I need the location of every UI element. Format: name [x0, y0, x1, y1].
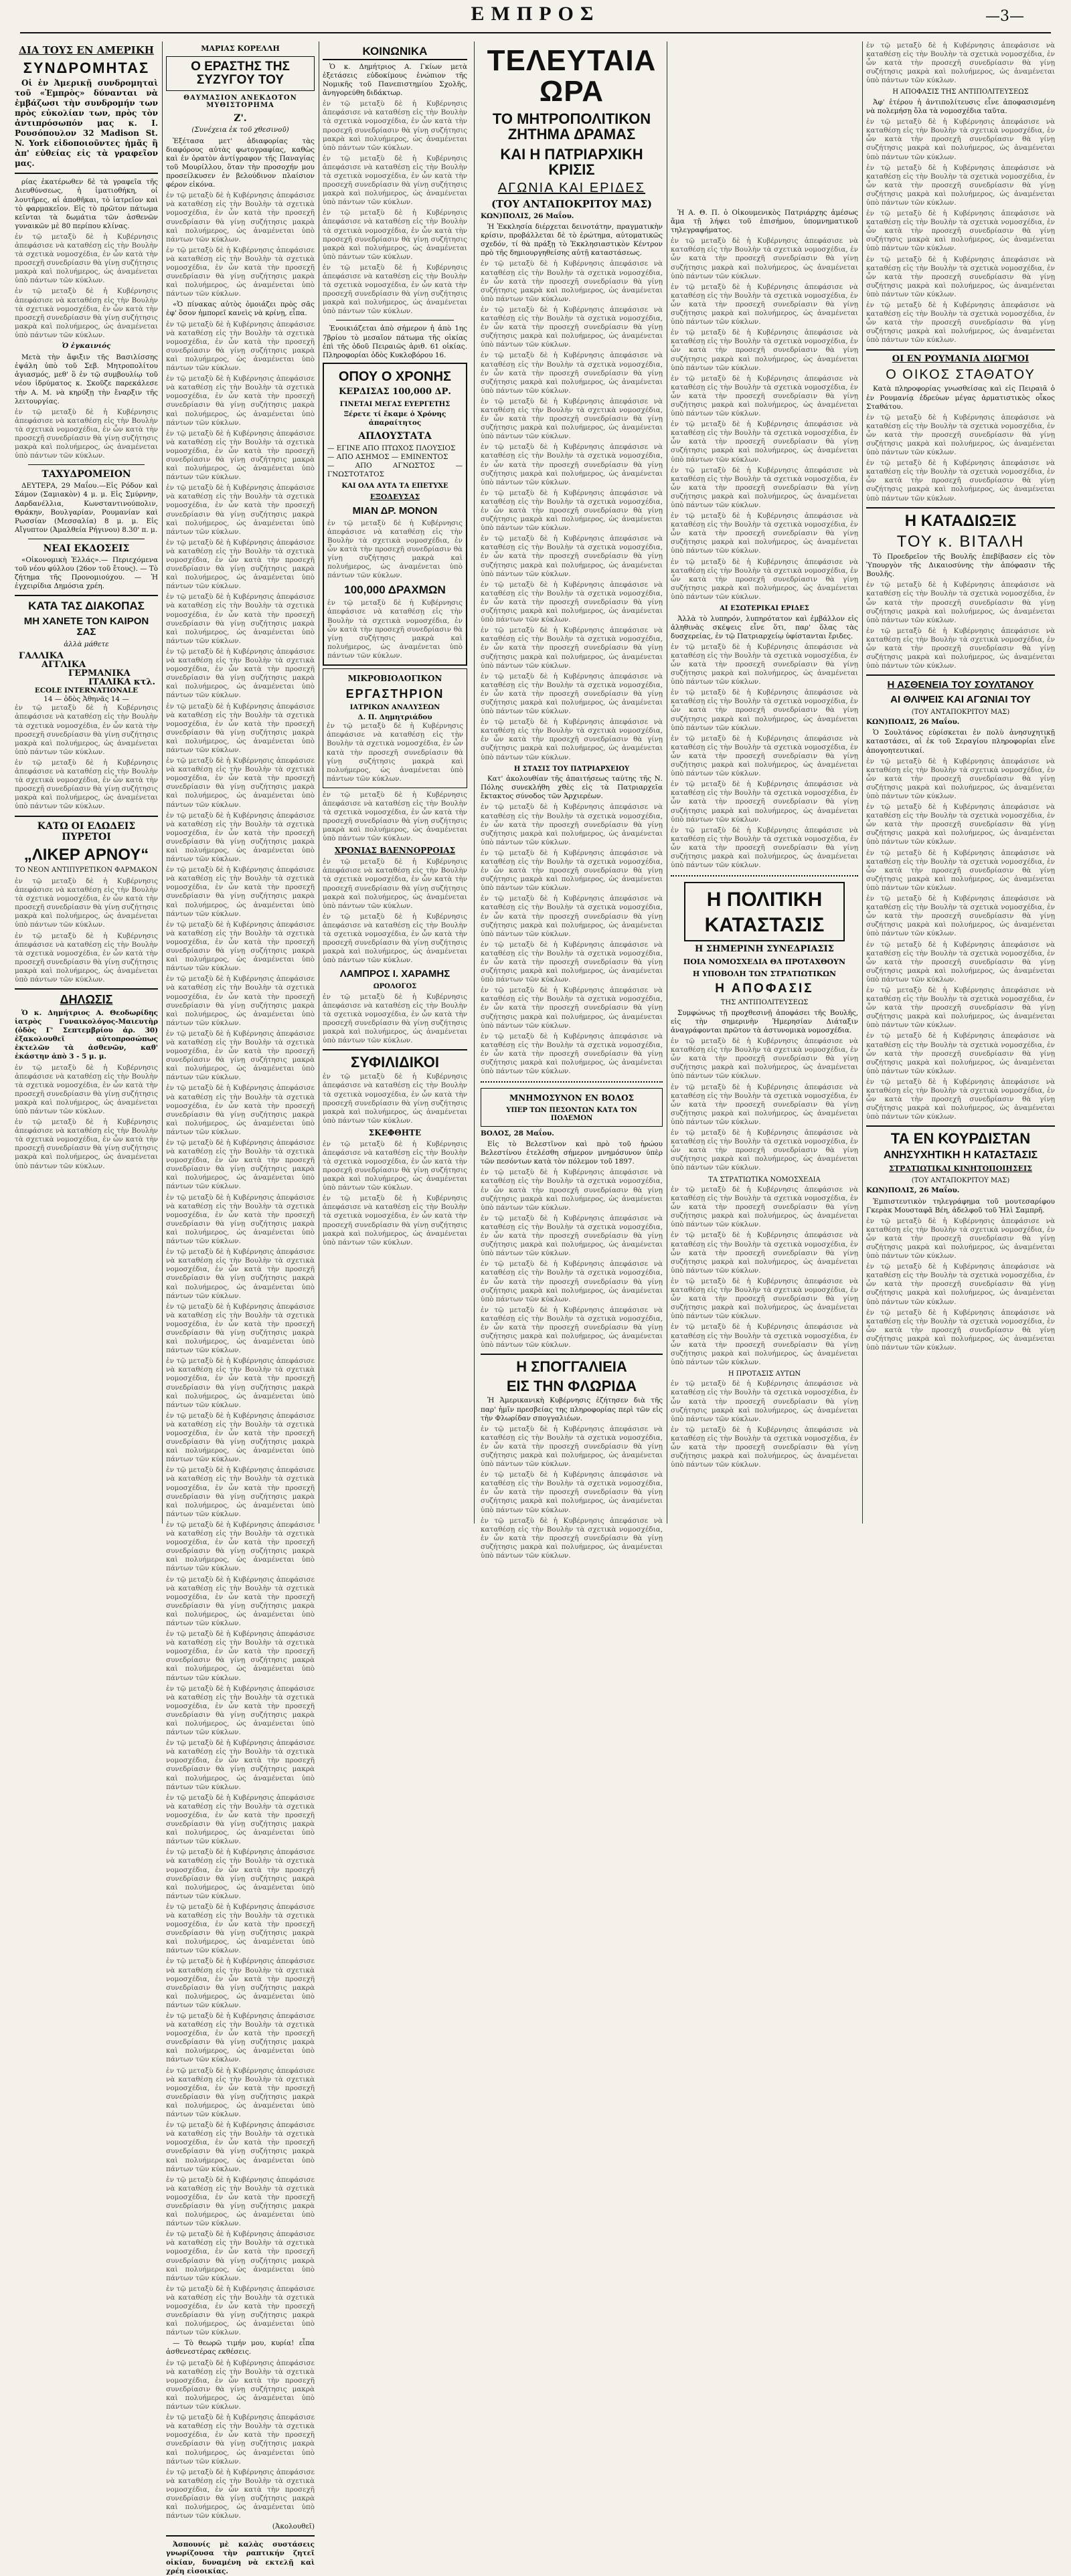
romania-heading: ΟΙ ΕΝ ΡΟΥΜΑΝΙΑ ΔΙΩΓΜΟΙ: [892, 353, 1029, 364]
article-text: ἐν τῷ μεταξὺ δὲ ἡ Κυβέρνησις ἀπεφάσισε νὰ καταθέσῃ εἰς τὴν Βουλὴν τὰ σχετικὰ νομοσχέδια, ἐν ὧν κατὰ τὴν προσεχῆ συνεδρίασιν θὰ γίνῃ συζήτησις μακρὰ καὶ πολυήμερος, ὡς ἀναμένεται ὑπὸ πάντων τῶν κύκλων.: [671, 1083, 858, 1126]
lottery-text: Ξέρετε τί ἔκαμε ὁ Χρόνης ἀπαραίτητος: [343, 410, 446, 428]
main-headline-2: ΤΟ ΜΗΤΡΟΠΟΛΙΤΙΚΟΝ ΖΗΤΗΜΑ ΔΡΑΜΑΣ: [492, 110, 651, 143]
divider: [15, 595, 158, 596]
story-text: ἐν τῷ μεταξὺ δὲ ἡ Κυβέρνησις ἀπεφάσισε νὰ καταθέσῃ εἰς τὴν Βουλὴν τὰ σχετικὰ νομοσχέδια, ἐν ὧν κατὰ τὴν προσεχῆ συνεδρίασιν θὰ γίνῃ συζήτησις μακρὰ καὶ πολυήμερος, ὡς ἀναμένεται ὑπὸ πάντων τῶν κύκλων.: [166, 1357, 315, 1409]
article-text: Ἀφ' ἑτέρου ἡ ἀντιπολίτευσις εἶνε ἀποφασισμένη νὰ πολεμήσῃ ὅλα τὰ νομοσχέδια ταῦτα.: [866, 98, 1055, 116]
lab-heading: ΕΡΓΑΣΤΗΡΙΟΝ: [345, 686, 444, 701]
article-text: Ἡ Ἀμερικανικὴ Κυβέρνησις ἐζήτησεν διὰ τῆς παρ' ἡμῖν πρεσβείας της πληροφορίας περὶ τῶν εἰς τὴν Φλωρίδαν σπογγαλιέων.: [481, 1396, 663, 1422]
article-text: ἐν τῷ μεταξὺ δὲ ἡ Κυβέρνησις ἀπεφάσισε νὰ καταθέσῃ εἰς τὴν Βουλὴν τὰ σχετικὰ νομοσχέδια, ἐν ὧν κατὰ τὴν προσεχῆ συνεδρίασιν θὰ γίνῃ συζήτησις μακρὰ καὶ πολυήμερος, ὡς ἀναμένεται ὑπὸ πάντων τῶν κύκλων.: [866, 1216, 1055, 1261]
article-text: ἐν τῷ μεταξὺ δὲ ἡ Κυβέρνησις ἀπεφάσισε νὰ καταθέσῃ εἰς τὴν Βουλὴν τὰ σχετικὰ νομοσχέδια, ἐν ὧν κατὰ τὴν προσεχῆ συνεδρίασιν θὰ γίνῃ συζήτησις μακρὰ καὶ πολυήμερος, ὡς ἀναμένεται ὑπὸ πάντων τῶν κύκλων.: [15, 931, 158, 984]
article-text: ἐν τῷ μεταξὺ δὲ ἡ Κυβέρνησις ἀπεφάσισε νὰ καταθέσῃ εἰς τὴν Βουλὴν τὰ σχετικὰ νομοσχέδια, ἐν ὧν κατὰ τὴν προσεχῆ συνεδρίασιν θὰ γίνῃ συζήτησις μακρὰ καὶ πολυήμερος, ὡς ἀναμένεται ὑπὸ πάντων τῶν κύκλων.: [15, 758, 158, 811]
ad-text: ἐν τῷ μεταξὺ δὲ ἡ Κυβέρνησις ἀπεφάσισε νὰ καταθέσῃ εἰς τὴν Βουλὴν τὰ σχετικὰ νομοσχέδια, ἐν ὧν κατὰ τὴν προσεχῆ συνεδρίασιν θὰ γίνῃ συζήτησις μακρὰ καὶ πολυήμερος, ὡς ἀναμένεται ὑπὸ πάντων τῶν κύκλων.: [323, 858, 467, 910]
main-headline-4: ΑΓΩΝΙΑ ΚΑΙ ΕΡΙΔΕΣ: [497, 180, 646, 195]
article-text: ἐν τῷ μεταξὺ δὲ ἡ Κυβέρνησις ἀπεφάσισε νὰ καταθέσῃ εἰς τὴν Βουλὴν τὰ σχετικὰ νομοσχέδια, ἐν ὧν κατὰ τὴν προσεχῆ συνεδρίασιν θὰ γίνῃ συζήτησις μακρὰ καὶ πολυήμερος, ὡς ἀναμένεται ὑπὸ πάντων τῶν κύκλων.: [671, 1129, 858, 1172]
serial-title-box: [166, 56, 315, 91]
column-divider: [862, 41, 863, 1524]
headline: ΣΥΝΔΡΟΜΗΤΑΣ: [23, 60, 150, 77]
story-text: ἐν τῷ μεταξὺ δὲ ἡ Κυβέρνησις ἀπεφάσισε νὰ καταθέσῃ εἰς τὴν Βουλὴν τὰ σχετικὰ νομοσχέδια, ἐν ὧν κατὰ τὴν προσεχῆ συνεδρίασιν θὰ γίνῃ συζήτησις μακρὰ καὶ πολυήμερος, ὡς ἀναμένεται ὑπὸ πάντων τῶν κύκλων.: [166, 1520, 315, 1573]
story-text: ἐν τῷ μεταξὺ δὲ ἡ Κυβέρνησις ἀπεφάσισε νὰ καταθέσῃ εἰς τὴν Βουλὴν τὰ σχετικὰ νομοσχέδια, ἐν ὧν κατὰ τὴν προσεχῆ συνεδρίασιν θὰ γίνῃ συζήτησις μακρὰ καὶ πολυήμερος, ὡς ἀναμένεται ὑπὸ πάντων τῶν κύκλων.: [166, 320, 315, 373]
article-text: ἐν τῷ μεταξὺ δὲ ἡ Κυβέρνησις ἀπεφάσισε νὰ καταθέσῃ εἰς τὴν Βουλὴν τὰ σχετικὰ νομοσχέδια, ἐν ὧν κατὰ τὴν προσεχῆ συνεδρίασιν θὰ γίνῃ συζήτησις μακρὰ καὶ πολυήμερος, ὡς ἀναμένεται ὑπὸ πάντων τῶν κύκλων.: [671, 1380, 858, 1423]
story-text: ἐν τῷ μεταξὺ δὲ ἡ Κυβέρνησις ἀπεφάσισε νὰ καταθέσῃ εἰς τὴν Βουλὴν τὰ σχετικὰ νομοσχέδια, ἐν ὧν κατὰ τὴν προσεχῆ συνεδρίασιν θὰ γίνῃ συζήτησις μακρὰ καὶ πολυήμερος, ὡς ἀναμένεται ὑπὸ πάντων τῶν κύκλων.: [166, 975, 315, 1027]
memorial-box: [481, 1088, 663, 1127]
column-3: [323, 41, 467, 1524]
story-text: ἐν τῷ μεταξὺ δὲ ἡ Κυβέρνησις ἀπεφάσισε νὰ καταθέσῃ εἰς τὴν Βουλὴν τὰ σχετικὰ νομοσχέδια, ἐν ὧν κατὰ τὴν προσεχῆ συνεδρίασιν θὰ γίνῃ συζήτησις μακρὰ καὶ πολυήμερος, ὡς ἀναμένεται ὑπὸ πάντων τῶν κύκλων.: [166, 1302, 315, 1355]
article-text: ἐν τῷ μεταξὺ δὲ ἡ Κυβέρνησις ἀπεφάσισε νὰ καταθέσῃ εἰς τὴν Βουλὴν τὰ σχετικὰ νομοσχέδια, ἐν ὧν κατὰ τὴν προσεχῆ συνεδρίασιν θὰ γίνῃ συζήτησις μακρὰ καὶ πολυήμερος, ὡς ἀναμένεται ὑπὸ πάντων τῶν κύκλων.: [671, 826, 858, 870]
social-text: ἐν τῷ μεταξὺ δὲ ἡ Κυβέρνησις ἀπεφάσισε νὰ καταθέσῃ εἰς τὴν Βουλὴν τὰ σχετικὰ νομοσχέδια, ἐν ὧν κατὰ τὴν προσεχῆ συνεδρίασιν θὰ γίνῃ συζήτησις μακρὰ καὶ πολυήμερος, ὡς ἀναμένεται ὑπὸ πάντων τῶν κύκλων.: [323, 790, 467, 843]
blenorrhea-heading: ΧΡΟΝΙΑΣ ΒΛΕΝΝΟΡΡΟΙΑΣ: [334, 846, 456, 856]
article-text: ἐν τῷ μεταξὺ δὲ ἡ Κυβέρνησις ἀπεφάσισε νὰ καταθέσῃ εἰς τὴν Βουλὴν τὰ σχετικὰ νομοσχέδια, ἐν ὧν κατὰ τὴν προσεχῆ συνεδρίασιν θὰ γίνῃ συζήτησις μακρὰ καὶ πολυήμερος, ὡς ἀναμένεται ὑπὸ πάντων τῶν κύκλων.: [866, 1263, 1055, 1306]
article-text: ἐν τῷ μεταξὺ δὲ ἡ Κυβέρνησις ἀπεφάσισε νὰ καταθέσῃ εἰς τὴν Βουλὴν τὰ σχετικὰ νομοσχέδια, ἐν ὧν κατὰ τὴν προσεχῆ συνεδρίασιν θὰ γίνῃ συζήτησις μακρὰ καὶ πολυήμερος, ὡς ἀναμένεται ὑπὸ πάντων τῶν κύκλων.: [866, 41, 1055, 85]
memorial-heading: ΜΝΗΜΟΣΥΝΟΝ ΕΝ ΒΟΛΟΣ: [509, 1093, 635, 1103]
story-text: ἐν τῷ μεταξὺ δὲ ἡ Κυβέρνησις ἀπεφάσισε νὰ καταθέσῃ εἰς τὴν Βουλὴν τὰ σχετικὰ νομοσχέδια, ἐν ὧν κατὰ τὴν προσεχῆ συνεδρίασιν θὰ γίνῃ συζήτησις μακρὰ καὶ πολυήμερος, ὡς ἀναμένεται ὑπὸ πάντων τῶν κύκλων.: [166, 1848, 315, 1900]
correspondent: (ΤΟΥ ΑΝΤΑΠΟΚΡΙΤΟΥ ΜΑΣ): [911, 1176, 1010, 1184]
story-text: ἐν τῷ μεταξὺ δὲ ἡ Κυβέρνησις ἀπεφάσισε νὰ καταθέσῃ εἰς τὴν Βουλὴν τὰ σχετικὰ νομοσχέδια, ἐν ὧν κατὰ τὴν προσεχῆ συνεδρίασιν θὰ γίνῃ συζήτησις μακρὰ καὶ πολυήμερος, ὡς ἀναμένεται ὑπὸ πάντων τῶν κύκλων.: [166, 866, 315, 918]
story-text: ἐν τῷ μεταξὺ δὲ ἡ Κυβέρνησις ἀπεφάσισε νὰ καταθέσῃ εἰς τὴν Βουλὴν τὰ σχετικὰ νομοσχέδια, ἐν ὧν κατὰ τὴν προσεχῆ συνεδρίασιν θὰ γίνῃ συζήτησις μακρὰ καὶ πολυήμερος, ὡς ἀναμένεται ὑπὸ πάντων τῶν κύκλων.: [166, 1739, 315, 1791]
story-text: ἐν τῷ μεταξὺ δὲ ἡ Κυβέρνησις ἀπεφάσισε νὰ καταθέσῃ εἰς τὴν Βουλὴν τὰ σχετικὰ νομοσχέδια, ἐν ὧν κατὰ τὴν προσεχῆ συνεδρίασιν θὰ γίνῃ συζήτησις μακρὰ καὶ πολυήμερος, ὡς ἀναμένεται ὑπὸ πάντων τῶν κύκλων.: [166, 1684, 315, 1737]
lottery-all: ΚΑΙ ΟΛΑ ΑΥΤΑ ΤΑ ΕΠΕΤΥΧΕ: [341, 482, 448, 490]
social-text: Ἐνοικιάζεται ἀπὸ σήμερον ἡ ἀπὸ 1ης 7βρίου τὸ μεσαῖον πάτωμα τῆς οἰκίας ἐπὶ τῆς ὁδοῦ Πειραιῶς ἀριθ. 61 οἰκίας. Πληροφορίαι ὁδὸς Κυκλοβόρου 16.: [323, 325, 467, 359]
language: ΙΤΑΛΙΚΑ κτλ.: [88, 677, 156, 688]
politics-decision: Η ΑΠΟΦΑΣΙΣ: [715, 982, 814, 996]
ad-text: ἐν τῷ μεταξὺ δὲ ἡ Κυβέρνησις ἀπεφάσισε νὰ καταθέσῃ εἰς τὴν Βουλὴν τὰ σχετικὰ νομοσχέδια, ἐν ὧν κατὰ τὴν προσεχῆ συνεδρίασιν θὰ γίνῃ συζήτησις μακρὰ καὶ πολυήμερος, ὡς ἀναμένεται ὑπὸ πάντων τῶν κύκλων.: [323, 1194, 467, 1247]
sponge-heading-2: ΕΙΣ ΤΗΝ ΦΛΩΡΙΔΑ: [506, 1378, 637, 1395]
politics-sub: ΠΟΙΑ ΝΟΜΟΣΧΕΔΙΑ ΘΑ ΠΡΟΤΑΧΘΟΥΝ: [683, 957, 846, 967]
subheading: ΤΑ ΣΤΡΑΤΙΩΤΙΚΑ ΝΟΜΟΣΧΕΔΙΑ: [708, 1176, 821, 1184]
article-text: ἐν τῷ μεταξὺ δὲ ἡ Κυβέρνησις ἀπεφάσισε νὰ καταθέσῃ εἰς τὴν Βουλὴν τὰ σχετικὰ νομοσχέδια, ἐν ὧν κατὰ τὴν προσεχῆ συνεδρίασιν θὰ γίνῃ συζήτησις μακρὰ καὶ πολυήμερος, ὡς ἀναμένεται ὑπὸ πάντων τῶν κύκλων.: [15, 407, 158, 460]
article-text: ἐν τῷ μεταξὺ δὲ ἡ Κυβέρνησις ἀπεφάσισε νὰ καταθέσῃ εἰς τὴν Βουλὴν τὰ σχετικὰ νομοσχέδια, ἐν ὧν κατὰ τὴν προσεχῆ συνεδρίασιν θὰ γίνῃ συζήτησις μακρὰ καὶ πολυήμερος, ὡς ἀναμένεται ὑπὸ πάντων τῶν κύκλων.: [866, 163, 1055, 207]
correspondent: (ΤΟΥ ΑΝΤΑΠΟΚΡΙΤΟΥ ΜΑΣ): [491, 197, 653, 210]
article-text: ἐν τῷ μεταξὺ δὲ ἡ Κυβέρνησις ἀπεφάσισε νὰ καταθέσῃ εἰς τὴν Βουλὴν τὰ σχετικὰ νομοσχέδια, ἐν ὧν κατὰ τὴν προσεχῆ συνεδρίασιν θὰ γίνῃ συζήτησις μακρὰ καὶ πολυήμερος, ὡς ἀναμένεται ὑπὸ πάντων τῶν κύκλων.: [481, 1516, 663, 1560]
column-6: [866, 41, 1055, 1524]
post-text: ΔΕΥΤΕΡΑ, 29 Μαΐου.—Εἰς Ρόδον καὶ Σάμον (Σαμιακὸν) 4 μ. μ. Εἰς Σμύρνην, Δαρδανέλλια, Κωνσταντινούπολιν, Θράκην, Βουλγαρίαν, Ρουμανίαν καὶ Ρωσσίαν (Μεσσαλία) 8 μ. μ. Εἰς Αἴγυπτον (Ἀμαλθεία Ρήγινου) 8.30' π. μ.: [15, 482, 158, 534]
story-text: ἐν τῷ μεταξὺ δὲ ἡ Κυβέρνησις ἀπεφάσισε νὰ καταθέσῃ εἰς τὴν Βουλὴν τὰ σχετικὰ νομοσχέδια, ἐν ὧν κατὰ τὴν προσεχῆ συνεδρίασιν θὰ γίνῃ συζήτησις μακρὰ καὶ πολυήμερος, ὡς ἀναμένεται ὑπὸ πάντων τῶν κύκλων.: [166, 2230, 315, 2282]
article-text: ἐν τῷ μεταξὺ δὲ ἡ Κυβέρνησις ἀπεφάσισε νὰ καταθέσῃ εἰς τὴν Βουλὴν τὰ σχετικὰ νομοσχέδια, ἐν ὧν κατὰ τὴν προσεχῆ συνεδρίασιν θὰ γίνῃ συζήτησις μακρὰ καὶ πολυήμερος, ὡς ἀναμένεται ὑπὸ πάντων τῶν κύκλων.: [671, 1323, 858, 1366]
article-text: ἐν τῷ μεταξὺ δὲ ἡ Κυβέρνησις ἀπεφάσισε νὰ καταθέσῃ εἰς τὴν Βουλὴν τὰ σχετικὰ νομοσχέδια, ἐν ὧν κατὰ τὴν προσεχῆ συνεδρίασιν θὰ γίνῃ συζήτησις μακρὰ καὶ πολυήμερος, ὡς ἀναμένεται ὑπὸ πάντων τῶν κύκλων.: [15, 877, 158, 929]
story-text: Ἐξέτασα μετ' ἀδιαφορίας τὰς διαφόρους αὐτὰς φωτογραφίας, καθὼς καὶ ἐν ὀρατὸν ἀντίγραφον τῆς Παναγίας τοῦ Μουρίλλου, ὅταν τὴν προσοχήν μου προσείλκυσεν ἐν βελούδινον πλαίσιον φέρον εἰκόνα.: [166, 136, 315, 189]
article-text: ἐν τῷ μεταξὺ δὲ ἡ Κυβέρνησις ἀπεφάσισε νὰ καταθέσῃ εἰς τὴν Βουλὴν τὰ σχετικὰ νομοσχέδια, ἐν ὧν κατὰ τὴν προσεχῆ συνεδρίασιν θὰ γίνῃ συζήτησις μακρὰ καὶ πολυήμερος, ὡς ἀναμένεται ὑπὸ πάντων τῶν κύκλων.: [671, 688, 858, 732]
language: ΓΕΡΜΑΝΙΚΑ: [68, 668, 131, 678]
watchmaker-job: ΩΡΟΛΟΓΟΣ: [373, 983, 417, 991]
article-text: ἐν τῷ μεταξὺ δὲ ἡ Κυβέρνησις ἀπεφάσισε νὰ καταθέσῃ εἰς τὴν Βουλὴν τὰ σχετικὰ νομοσχέδια, ἐν ὧν κατὰ τὴν προσεχῆ συνεδρίασιν θὰ γίνῃ συζήτησις μακρὰ καὶ πολυήμερος, ὡς ἀναμένεται ὑπὸ πάντων τῶν κύκλων.: [671, 237, 858, 280]
serial-author: ΜΑΡΙΑΣ ΚΟΡΕΛΛΗ: [201, 44, 280, 53]
kicker: ΔΙΑ ΤΟΥΣ ΕΝ ΑΜΕΡΙΚΗ: [19, 44, 154, 56]
divider: [866, 674, 1055, 676]
column-5: [671, 41, 858, 1524]
story-text: ἐν τῷ μεταξὺ δὲ ἡ Κυβέρνησις ἀπεφάσισε νὰ καταθέσῃ εἰς τὴν Βουλὴν τὰ σχετικὰ νομοσχέδια, ἐν ὧν κατὰ τὴν προσεχῆ συνεδρίασιν θὰ γίνῃ συζήτησις μακρὰ καὶ πολυήμερος, ὡς ἀναμένεται ὑπὸ πάντων τῶν κύκλων.: [166, 538, 315, 591]
politics-heading-2: ΚΑΤΑΣΤΑΣΙΣ: [704, 913, 825, 936]
article-text: ἐν τῷ μεταξὺ δὲ ἡ Κυβέρνησις ἀπεφάσισε νὰ καταθέσῃ εἰς τὴν Βουλὴν τὰ σχετικὰ νομοσχέδια, ἐν ὧν κατὰ τὴν προσεχῆ συνεδρίασιν θὰ γίνῃ συζήτησις μακρὰ καὶ πολυήμερος, ὡς ἀναμένεται ὑπὸ πάντων τῶν κύκλων.: [866, 459, 1055, 502]
article-text: Ὁ Σουλτάνος εὑρίσκεται ἐν πολὺ ἀνησυχητικῇ καταστάσει, αἱ ἐκ τοῦ Σεραγίου πληροφορίαι εἶνε ἀπογοητευτικαί.: [866, 729, 1055, 755]
continued-note: (Συνέχεια ἐκ τοῦ χθεσινοῦ): [191, 125, 289, 134]
post-heading: ΤΑΧΥΔΡΟΜΕΙΟΝ: [42, 469, 131, 480]
story-text: ἐν τῷ μεταξὺ δὲ ἡ Κυβέρνησις ἀπεφάσισε νὰ καταθέσῃ εἰς τὴν Βουλὴν τὰ σχετικὰ νομοσχέδια, ἐν ὧν κατὰ τὴν προσεχῆ συνεδρίασιν θὰ γίνῃ συζήτησις μακρὰ καὶ πολυήμερος, ὡς ἀναμένεται ὑπὸ πάντων τῶν κύκλων.: [166, 2012, 315, 2064]
ad-text: ἐν τῷ μεταξὺ δὲ ἡ Κυβέρνησις ἀπεφάσισε νὰ καταθέσῃ εἰς τὴν Βουλὴν τὰ σχετικὰ νομοσχέδια, ἐν ὧν κατὰ τὴν προσεχῆ συνεδρίασιν θὰ γίνῃ συζήτησις μακρὰ καὶ πολυήμερος, ὡς ἀναμένεται ὑπὸ πάντων τῶν κύκλων.: [323, 1073, 467, 1125]
article-text: ἐν τῷ μεταξὺ δὲ ἡ Κυβέρνησις ἀπεφάσισε νὰ καταθέσῃ εἰς τὴν Βουλὴν τὰ σχετικὰ νομοσχέδια, ἐν ὧν κατὰ τὴν προσεχῆ συνεδρίασιν θὰ γίνῃ συζήτησις μακρὰ καὶ πολυήμερος, ὡς ἀναμένεται ὑπὸ πάντων τῶν κύκλων.: [671, 512, 858, 555]
lessons-sub: ἀλλὰ μάθετε: [64, 640, 109, 648]
story-text: ἐν τῷ μεταξὺ δὲ ἡ Κυβέρνησις ἀπεφάσισε νὰ καταθέσῃ εἰς τὴν Βουλὴν τὰ σχετικὰ νομοσχέδια, ἐν ὧν κατὰ τὴν προσεχῆ συνεδρίασιν θὰ γίνῃ συζήτησις μακρὰ καὶ πολυήμερος, ὡς ἀναμένεται ὑπὸ πάντων τῶν κύκλων.: [166, 702, 315, 754]
article-text: ἐν τῷ μεταξὺ δὲ ἡ Κυβέρνησις ἀπεφάσισε νὰ καταθέσῃ εἰς τὴν Βουλὴν τὰ σχετικὰ νομοσχέδια, ἐν ὧν κατὰ τὴν προσεχῆ συνεδρίασιν θὰ γίνῃ συζήτησις μακρὰ καὶ πολυήμερος, ὡς ἀναμένεται ὑπὸ πάντων τῶν κύκλων.: [671, 282, 858, 327]
main-headline: ΤΕΛΕΥΤΑΙΑ ΩΡΑ: [487, 44, 657, 108]
article-text: ἐν τῷ μεταξὺ δὲ ἡ Κυβέρνησις ἀπεφάσισε νὰ καταθέσῃ εἰς τὴν Βουλὴν τὰ σχετικὰ νομοσχέδια, ἐν ὧν κατὰ τὴν προσεχῆ συνεδρίασιν θὰ γίνῃ συζήτησις μακρὰ καὶ πολυήμερος, ὡς ἀναμένεται ὑπὸ πάντων τῶν κύκλων.: [866, 895, 1055, 938]
memorial-sub: ΥΠΕΡ ΤΩΝ ΠΕΣΟΝΤΩΝ ΚΑΤΑ ΤΟΝ ΠΟΛΕΜΟΝ: [506, 1107, 637, 1122]
lottery-line: — ΑΠΟ ΑΣΗΜΟΣ — ΕΜΙΝΕΝΤΟΣ: [327, 452, 448, 461]
page-number: —3—: [985, 8, 1024, 25]
ad-text: ἐν τῷ μεταξὺ δὲ ἡ Κυβέρνησις ἀπεφάσισε νὰ καταθέσῃ εἰς τὴν Βουλὴν τὰ σχετικὰ νομοσχέδια, ἐν ὧν κατὰ τὴν προσεχῆ συνεδρίασιν θὰ γίνῃ συζήτησις μακρὰ καὶ πολυήμερος, ὡς ἀναμένεται ὑπὸ πάντων τῶν κύκλων.: [323, 992, 467, 1045]
politics-sub: Η ΥΠΟΒΟΛΗ ΤΩΝ ΣΤΡΑΤΙΩΤΙΚΩΝ: [692, 969, 837, 978]
story-text: ἐν τῷ μεταξὺ δὲ ἡ Κυβέρνησις ἀπεφάσισε νὰ καταθέσῃ εἰς τὴν Βουλὴν τὰ σχετικὰ νομοσχέδια, ἐν ὧν κατὰ τὴν προσεχῆ συνεδρίασιν θὰ γίνῃ συζήτησις μακρὰ καὶ πολυήμερος, ὡς ἀναμένεται ὑπὸ πάντων τῶν κύκλων.: [166, 484, 315, 536]
divider: [15, 173, 158, 174]
article-text: ἐν τῷ μεταξὺ δὲ ἡ Κυβέρνησις ἀπεφάσισε νὰ καταθέσῃ εἰς τὴν Βουλὴν τὰ σχετικὰ νομοσχέδια, ἐν ὧν κατὰ τὴν προσεχῆ συνεδρίασιν θὰ γίνῃ συζήτησις μακρὰ καὶ πολυήμερος, ὡς ἀναμένεται ὑπὸ πάντων τῶν κύκλων.: [671, 329, 858, 372]
serial-subtitle: ΘΑΥΜΑΣΙΟΝ ΑΝΕΚΔΟΤΟΝ ΜΥΘΙΣΤΟΡΗΜΑ: [183, 94, 297, 110]
story-text: ἐν τῷ μεταξὺ δὲ ἡ Κυβέρνησις ἀπεφάσισε νὰ καταθέσῃ εἰς τὴν Βουλὴν τὰ σχετικὰ νομοσχέδια, ἐν ὧν κατὰ τὴν προσεχῆ συνεδρίασιν θὰ γίνῃ συζήτησις μακρὰ καὶ πολυήμερος, ὡς ἀναμένεται ὑπὸ πάντων τῶν κύκλων.: [166, 920, 315, 973]
article-text: ἐν τῷ μεταξὺ δὲ ἡ Κυβέρνησις ἀπεφάσισε νὰ καταθέσῃ εἰς τὴν Βουλὴν τὰ σχετικὰ νομοσχέδια, ἐν ὧν κατὰ τὴν προσεχῆ συνεδρίασιν θὰ γίνῃ συζήτησις μακρὰ καὶ πολυήμερος, ὡς ἀναμένεται ὑπὸ πάντων τῶν κύκλων.: [481, 305, 663, 349]
story-text: ἐν τῷ μεταξὺ δὲ ἡ Κυβέρνησις ἀπεφάσισε νὰ καταθέσῃ εἰς τὴν Βουλὴν τὰ σχετικὰ νομοσχέδια, ἐν ὧν κατὰ τὴν προσεχῆ συνεδρίασιν θὰ γίνῃ συζήτησις μακρὰ καὶ πολυήμερος, ὡς ἀναμένεται ὑπὸ πάντων τῶν κύκλων.: [166, 1248, 315, 1300]
article-text: ἐν τῷ μεταξὺ δὲ ἡ Κυβέρνησις ἀπεφάσισε νὰ καταθέσῃ εἰς τὴν Βουλὴν τὰ σχετικὰ νομοσχέδια, ἐν ὧν κατὰ τὴν προσεχῆ συνεδρίασιν θὰ γίνῃ συζήτησις μακρὰ καὶ πολυήμερος, ὡς ἀναμένεται ὑπὸ πάντων τῶν κύκλων.: [866, 803, 1055, 846]
article-text: ἐν τῷ μεταξὺ δὲ ἡ Κυβέρνησις ἀπεφάσισε νὰ καταθέσῃ εἰς τὴν Βουλὴν τὰ σχετικὰ νομοσχέδια, ἐν ὧν κατὰ τὴν προσεχῆ συνεδρίασιν θὰ γίνῃ συζήτησις μακρὰ καὶ πολυήμερος, ὡς ἀναμένεται ὑπὸ πάντων τῶν κύκλων.: [15, 1118, 158, 1170]
lessons-heading: ΚΑΤΑ ΤΑΣ ΔΙΑΚΟΠΑΣ: [28, 600, 145, 613]
watchmaker-name: ΛΑΜΠΡΟΣ Ι. ΧΑΡΑΜΗΣ: [339, 968, 450, 980]
social-text: ἐν τῷ μεταξὺ δὲ ἡ Κυβέρνησις ἀπεφάσισε νὰ καταθέσῃ εἰς τὴν Βουλὴν τὰ σχετικὰ νομοσχέδια, ἐν ὧν κατὰ τὴν προσεχῆ συνεδρίασιν θὰ γίνῃ συζήτησις μακρὰ καὶ πολυήμερος, ὡς ἀναμένεται ὑπὸ πάντων τῶν κύκλων.: [323, 263, 467, 316]
lab-ad: [323, 668, 467, 788]
lab-sub: ΙΑΤΡΙΚΩΝ ΑΝΑΛΥΣΕΩΝ: [349, 703, 440, 711]
article-text: ἐν τῷ μεταξὺ δὲ ἡ Κυβέρνησις ἀπεφάσισε νὰ καταθέσῃ εἰς τὴν Βουλὴν τὰ σχετικὰ νομοσχέδια, ἐν ὧν κατὰ τὴν προσεχῆ συνεδρίασιν θὰ γίνῃ συζήτησις μακρὰ καὶ πολυήμερος, ὡς ἀναμένεται ὑπὸ πάντων τῶν κύκλων.: [671, 642, 858, 686]
divider: [481, 1354, 663, 1355]
divider: [28, 464, 145, 465]
story-text: ἐν τῷ μεταξὺ δὲ ἡ Κυβέρνησις ἀπεφάσισε νὰ καταθέσῃ εἰς τὴν Βουλὴν τὰ σχετικὰ νομοσχέδια, ἐν ὧν κατὰ τὴν προσεχῆ συνεδρίασιν θὰ γίνῃ συζήτησις μακρὰ καὶ πολυήμερος, ὡς ἀναμένεται ὑπὸ πάντων τῶν κύκλων.: [166, 1411, 315, 1464]
article-text: ἐν τῷ μεταξὺ δὲ ἡ Κυβέρνησις ἀπεφάσισε νὰ καταθέσῃ εἰς τὴν Βουλὴν τὰ σχετικὰ νομοσχέδια, ἐν ὧν κατὰ τὴν προσεχῆ συνεδρίασιν θὰ γίνῃ συζήτησις μακρὰ καὶ πολυήμερος, ὡς ἀναμένεται ὑπὸ πάντων τῶν κύκλων.: [481, 580, 663, 624]
kurdistan-heading-3: ΣΤΡΑΤΙΩΤΙΚΑΙ ΚΙΝΗΤΟΠΟΙΗΣΕΙΣ: [889, 1164, 1032, 1174]
article-text: ἐν τῷ μεταξὺ δὲ ἡ Κυβέρνησις ἀπεφάσισε νὰ καταθέσῃ εἰς τὴν Βουλὴν τὰ σχετικὰ νομοσχέδια, ἐν ὧν κατὰ τὴν προσεχῆ συνεδρίασιν θὰ γίνῃ συζήτησις μακρὰ καὶ πολυήμερος, ὡς ἀναμένεται ὑπὸ πάντων τῶν κύκλων.: [671, 1037, 858, 1081]
article-text: ἐν τῷ μεταξὺ δὲ ἡ Κυβέρνησις ἀπεφάσισε νὰ καταθέσῃ εἰς τὴν Βουλὴν τὰ σχετικὰ νομοσχέδια, ἐν ὧν κατὰ τὴν προσεχῆ συνεδρίασιν θὰ γίνῃ συζήτησις μακρὰ καὶ πολυήμερος, ὡς ἀναμένεται ὑπὸ πάντων τῶν κύκλων.: [671, 420, 858, 464]
column-1: [15, 41, 158, 1524]
article-text: ἐν τῷ μεταξὺ δὲ ἡ Κυβέρνησις ἀπεφάσισε νὰ καταθέσῃ εἰς τὴν Βουλὴν τὰ σχετικὰ νομοσχέδια, ἐν ὧν κατὰ τὴν προσεχῆ συνεδρίασιν θὰ γίνῃ συζήτησις μακρὰ καὶ πολυήμερος, ὡς ἀναμένεται ὑπὸ πάντων τῶν κύκλων.: [481, 535, 663, 578]
subheading: Η ΣΤΑΣΙΣ ΤΟΥ ΠΑΤΡΙΑΡΧΕΙΟΥ: [513, 765, 630, 773]
story-text: ἐν τῷ μεταξὺ δὲ ἡ Κυβέρνησις ἀπεφάσισε νὰ καταθέσῃ εἰς τὴν Βουλὴν τὰ σχετικὰ νομοσχέδια, ἐν ὧν κατὰ τὴν προσεχῆ συνεδρίασιν θὰ γίνῃ συζήτησις μακρὰ καὶ πολυήμερος, ὡς ἀναμένεται ὑπὸ πάντων τῶν κύκλων.: [166, 375, 315, 427]
article-text: ἐν τῷ μεταξὺ δὲ ἡ Κυβέρνησις ἀπεφάσισε νὰ καταθέσῃ εἰς τὴν Βουλὴν τὰ σχετικὰ νομοσχέδια, ἐν ὧν κατὰ τὴν προσεχῆ συνεδρίασιν θὰ γίνῃ συζήτησις μακρὰ καὶ πολυήμερος, ὡς ἀναμένεται ὑπὸ πάντων τῶν κύκλων.: [481, 672, 663, 716]
article-text: ἐν τῷ μεταξὺ δὲ ἡ Κυβέρνησις ἀπεφάσισε νὰ καταθέσῃ εἰς τὴν Βουλὴν τὰ σχετικὰ νομοσχέδια, ἐν ὧν κατὰ τὴν προσεχῆ συνεδρίασιν θὰ γίνῃ συζήτησις μακρὰ καὶ πολυήμερος, ὡς ἀναμένεται ὑπὸ πάντων τῶν κύκλων.: [481, 940, 663, 984]
headline-spanner-space: [671, 41, 858, 209]
article-text: ἐν τῷ μεταξὺ δὲ ἡ Κυβέρνησις ἀπεφάσισε νὰ καταθέσῃ εἰς τὴν Βουλὴν τὰ σχετικὰ νομοσχέδια, ἐν ὧν κατὰ τὴν προσεχῆ συνεδρίασιν θὰ γίνῃ συζήτησις μακρὰ καὶ πολυήμερος, ὡς ἀναμένεται ὑπὸ πάντων τῶν κύκλων.: [866, 255, 1055, 298]
divider: [866, 1125, 1055, 1127]
story-text: «Ὁ πίνακας αὐτὸς ὁμοιάζει πρὸς σᾶς ἐφ' ὅσον ἠμπορεῖ κανεὶς νὰ κρίνῃ, εἶπα.: [166, 300, 315, 318]
social-text: ἐν τῷ μεταξὺ δὲ ἡ Κυβέρνησις ἀπεφάσισε νὰ καταθέσῃ εἰς τὴν Βουλὴν τὰ σχετικὰ νομοσχέδια, ἐν ὧν κατὰ τὴν προσεχῆ συνεδρίασιν θὰ γίνῃ συζήτησις μακρὰ καὶ πολυήμερος, ὡς ἀναμένεται ὑπὸ πάντων τῶν κύκλων.: [323, 100, 467, 152]
continued-mark: (Ἀκολουθεῖ): [272, 2522, 315, 2531]
subheading: ΑΙ ΕΣΩΤΕΡΙΚΑΙ ΕΡΙΔΕΣ: [720, 605, 809, 613]
divider: [671, 875, 858, 877]
article-text: ἐν τῷ μεταξὺ δὲ ἡ Κυβέρνησις ἀπεφάσισε νὰ καταθέσῃ εἰς τὴν Βουλὴν τὰ σχετικὰ νομοσχέδια, ἐν ὧν κατὰ τὴν προσεχῆ συνεδρίασιν θὰ γίνῃ συζήτησις μακρὰ καὶ πολυήμερος, ὡς ἀναμένεται ὑπὸ πάντων τῶν κύκλων.: [481, 626, 663, 670]
language: ΓΑΛΛΙΚΑ: [19, 650, 64, 661]
column-divider: [162, 41, 163, 1524]
story-text: ἐν τῷ μεταξὺ δὲ ἡ Κυβέρνησις ἀπεφάσισε νὰ καταθέσῃ εἰς τὴν Βουλὴν τὰ σχετικὰ νομοσχέδια, ἐν ὧν κατὰ τὴν προσεχῆ συνεδρίασιν θὰ γίνῃ συζήτησις μακρὰ καὶ πολυήμερος, ὡς ἀναμένεται ὑπὸ πάντων τῶν κύκλων.: [166, 1575, 315, 1627]
story-text: ἐν τῷ μεταξὺ δὲ ἡ Κυβέρνησις ἀπεφάσισε νὰ καταθέσῃ εἰς τὴν Βουλὴν τὰ σχετικὰ νομοσχέδια, ἐν ὧν κατὰ τὴν προσεχῆ συνεδρίασιν θὰ γίνῃ συζήτησις μακρὰ καὶ πολυήμερος, ὡς ἀναμένεται ὑπὸ πάντων τῶν κύκλων.: [166, 593, 315, 645]
lottery-draw: 100,000 ΔΡΑΧΜΩΝ: [344, 583, 446, 597]
books-text: «Οἰκονομικὴ Ἑλλάς».— Περιεχόμενα τοῦ νέου φύλλου (26ον τοῦ ἔτους). — Τὸ ζήτημα τῆς Προνομιούχου. — Ἡ ἐγχειρίδια Δημόσια χρέη.: [15, 556, 158, 591]
article-text: ἐν τῷ μεταξὺ δὲ ἡ Κυβέρνησις ἀπεφάσισε νὰ καταθέσῃ εἰς τὴν Βουλὴν τὰ σχετικὰ νομοσχέδια, ἐν ὧν κατὰ τὴν προσεχῆ συνεδρίασιν θὰ γίνῃ συζήτησις μακρὰ καὶ πολυήμερος, ὡς ἀναμένεται ὑπὸ πάντων τῶν κύκλων.: [481, 1305, 663, 1350]
story-text: ἐν τῷ μεταξὺ δὲ ἡ Κυβέρνησις ἀπεφάσισε νὰ καταθέσῃ εἰς τὴν Βουλὴν τὰ σχετικὰ νομοσχέδια, ἐν ὧν κατὰ τὴν προσεχῆ συνεδρίασιν θὰ γίνῃ συζήτησις μακρὰ καὶ πολυήμερος, ὡς ἀναμένεται ὑπὸ πάντων τῶν κύκλων.: [166, 1630, 315, 1682]
books-heading: ΝΕΑΙ ΕΚΔΟΣΕΙΣ: [43, 543, 130, 554]
story-text: ἐν τῷ μεταξὺ δὲ ἡ Κυβέρνησις ἀπεφάσισε νὰ καταθέσῃ εἰς τὴν Βουλὴν τὰ σχετικὰ νομοσχέδια, ἐν ὧν κατὰ τὴν προσεχῆ συνεδρίασιν θὰ γίνῃ συζήτησις μακρὰ καὶ πολυήμερος, ὡς ἀναμένεται ὑπὸ πάντων τῶν κύκλων.: [166, 1957, 315, 2009]
story-text: ἐν τῷ μεταξὺ δὲ ἡ Κυβέρνησις ἀπεφάσισε νὰ καταθέσῃ εἰς τὴν Βουλὴν τὰ σχετικὰ νομοσχέδια, ἐν ὧν κατὰ τὴν προσεχῆ συνεδρίασιν θὰ γίνῃ συζήτησις μακρὰ καὶ πολυήμερος, ὡς ἀναμένεται ὑπὸ πάντων τῶν κύκλων.: [166, 429, 315, 482]
dateline: ΚΩΝ)ΠΟΛΙΣ, 26 Μαΐου.: [866, 1186, 960, 1195]
article-text: Ἡ Α. Θ. Π. ὁ Οἰκουμενικὸς Πατριάρχης ἀμέσως ἅμα τῇ λήψει τοῦ ἐπισήμου, ὑπομνηματικοῦ τηλεγραφήματος.: [671, 209, 858, 235]
article-text: ἐν τῷ μεταξὺ δὲ ἡ Κυβέρνησις ἀπεφάσισε νὰ καταθέσῃ εἰς τὴν Βουλὴν τὰ σχετικὰ νομοσχέδια, ἐν ὧν κατὰ τὴν προσεχῆ συνεδρίασιν θὰ γίνῃ συζήτησις μακρὰ καὶ πολυήμερος, ὡς ἀναμένεται ὑπὸ πάντων τῶν κύκλων.: [481, 1214, 663, 1258]
article-text: ἐν τῷ μεταξὺ δὲ ἡ Κυβέρνησις ἀπεφάσισε νὰ καταθέσῃ εἰς τὴν Βουλὴν τὰ σχετικὰ νομοσχέδια, ἐν ὧν κατὰ τὴν προσεχῆ συνεδρίασιν θὰ γίνῃ συζήτησις μακρὰ καὶ πολυήμερος, ὡς ἀναμένεται ὑπὸ πάντων τῶν κύκλων.: [481, 1471, 663, 1514]
story-text: ἐν τῷ μεταξὺ δὲ ἡ Κυβέρνησις ἀπεφάσισε νὰ καταθέσῃ εἰς τὴν Βουλὴν τὰ σχετικὰ νομοσχέδια, ἐν ὧν κατὰ τὴν προσεχῆ συνεδρίασιν θὰ γίνῃ συζήτησις μακρὰ καὶ πολυήμερος, ὡς ἀναμένεται ὑπὸ πάντων τῶν κύκλων.: [166, 2468, 315, 2520]
article-text: ἐν τῷ μεταξὺ δὲ ἡ Κυβέρνησις ἀπεφάσισε νὰ καταθέσῃ εἰς τὴν Βουλὴν τὰ σχετικὰ νομοσχέδια, ἐν ὧν κατὰ τὴν προσεχῆ συνεδρίασιν θὰ γίνῃ συζήτησις μακρὰ καὶ πολυήμερος, ὡς ἀναμένεται ὑπὸ πάντων τῶν κύκλων.: [866, 940, 1055, 984]
article-text: ἐν τῷ μεταξὺ δὲ ἡ Κυβέρνησις ἀπεφάσισε νὰ καταθέσῃ εἰς τὴν Βουλὴν τὰ σχετικὰ νομοσχέδια, ἐν ὧν κατὰ τὴν προσεχῆ συνεδρίασιν θὰ γίνῃ συζήτησις μακρὰ καὶ πολυήμερος, ὡς ἀναμένεται ὑπὸ πάντων τῶν κύκλων.: [481, 718, 663, 761]
article-text: ἐν τῷ μεταξὺ δὲ ἡ Κυβέρνησις ἀπεφάσισε νὰ καταθέσῃ εἰς τὴν Βουλὴν τὰ σχετικὰ νομοσχέδια, ἐν ὧν κατὰ τὴν προσεχῆ συνεδρίασιν θὰ γίνῃ συζήτησις μακρὰ καὶ πολυήμερος, ὡς ἀναμένεται ὑπὸ πάντων τῶν κύκλων.: [866, 1308, 1055, 1352]
subheading: Η ΑΠΟΦΑΣΙΣ ΤΗΣ ΑΝΤΙΠΟΛΙΤΕΥΣΕΩΣ: [892, 88, 1029, 96]
main-headline-3: ΚΑΙ Η ΠΑΤΡΙΑΡΧΙΚΗ ΚΡΙΣΙΣ: [500, 145, 643, 178]
politics-heading: Η ΠΟΛΙΤΙΚΗ: [706, 889, 823, 911]
masthead-rule: [20, 32, 1051, 33]
article-text: ἐν τῷ μεταξὺ δὲ ἡ Κυβέρνησις ἀπεφάσισε νὰ καταθέσῃ εἰς τὴν Βουλὴν τὰ σχετικὰ νομοσχέδια, ἐν ὧν κατὰ τὴν προσεχῆ συνεδρίασιν θὰ γίνῃ συζήτησις μακρὰ καὶ πολυήμερος, ὡς ἀναμένεται ὑπὸ πάντων τῶν κύκλων.: [671, 1231, 858, 1275]
story-text: ἐν τῷ μεταξὺ δὲ ἡ Κυβέρνησις ἀπεφάσισε νὰ καταθέσῃ εἰς τὴν Βουλὴν τὰ σχετικὰ νομοσχέδια, ἐν ὧν κατὰ τὴν προσεχῆ συνεδρίασιν θὰ γίνῃ συζήτησις μακρὰ καὶ πολυήμερος, ὡς ἀναμένεται ὑπὸ πάντων τῶν κύκλων.: [166, 1139, 315, 1191]
intro-text: Οἱ ἐν Ἀμερικῇ συνδρομηταὶ τοῦ «Ἐμπρὸς» δύνανται νὰ ἐμβάζωσι τὴν συνδρομήν των πρὸς εὐκολίαν των, πρὸς τὸν ἀντιπρόσωπόν μας κ. Ι. Ρουσόπουλον 32 Madison St. N. York εἰδοποιοῦντες ἡμᾶς ἢ ἀπ' εὐθείας εἰς τὰ γραφεῖον μας.: [15, 78, 158, 169]
column-2: [166, 41, 315, 2575]
story-text: ἐν τῷ μεταξὺ δὲ ἡ Κυβέρνησις ἀπεφάσισε νὰ καταθέσῃ εἰς τὴν Βουλὴν τὰ σχετικὰ νομοσχέδια, ἐν ὧν κατὰ τὴν προσεχῆ συνεδρίασιν θὰ γίνῃ συζήτησις μακρὰ καὶ πολυήμερος, ὡς ἀναμένεται ὑπὸ πάντων τῶν κύκλων.: [166, 246, 315, 298]
article-text: ἐν τῷ μεταξὺ δὲ ἡ Κυβέρνησις ἀπεφάσισε νὰ καταθέσῃ εἰς τὴν Βουλὴν τὰ σχετικὰ νομοσχέδια, ἐν ὧν κατὰ τὴν προσεχῆ συνεδρίασιν θὰ γίνῃ συζήτησις μακρὰ καὶ πολυήμερος, ὡς ἀναμένεται ὑπὸ πάντων τῶν κύκλων.: [481, 986, 663, 1030]
article-text: ἐν τῷ μεταξὺ δὲ ἡ Κυβέρνησις ἀπεφάσισε νὰ καταθέσῃ εἰς τὴν Βουλὴν τὰ σχετικὰ νομοσχέδια, ἐν ὧν κατὰ τὴν προσεχῆ συνεδρίασιν θὰ γίνῃ συζήτησις μακρὰ καὶ πολυήμερος, ὡς ἀναμένεται ὑπὸ πάντων τῶν κύκλων.: [866, 581, 1055, 624]
article-text: ἐν τῷ μεταξὺ δὲ ἡ Κυβέρνησις ἀπεφάσισε νὰ καταθέσῃ εἰς τὴν Βουλὴν τὰ σχετικὰ νομοσχέδια, ἐν ὧν κατὰ τὴν προσεχῆ συνεδρίασιν θὰ γίνῃ συζήτησις μακρὰ καὶ πολυήμερος, ὡς ἀναμένεται ὑπὸ πάντων τῶν κύκλων.: [866, 413, 1055, 457]
social-text: ἐν τῷ μεταξὺ δὲ ἡ Κυβέρνησις ἀπεφάσισε νὰ καταθέσῃ εἰς τὴν Βουλὴν τὰ σχετικὰ νομοσχέδια, ἐν ὧν κατὰ τὴν προσεχῆ συνεδρίασιν θὰ γίνῃ συζήτησις μακρὰ καὶ πολυήμερος, ὡς ἀναμένεται ὑπὸ πάντων τῶν κύκλων.: [323, 154, 467, 207]
dateline: ΚΩΝ)ΠΟΛΙΣ, 26 Μαΐου.: [866, 718, 960, 727]
story-text: ἐν τῷ μεταξὺ δὲ ἡ Κυβέρνησις ἀπεφάσισε νὰ καταθέσῃ εἰς τὴν Βουλὴν τὰ σχετικὰ νομοσχέδια, ἐν ὧν κατὰ τὴν προσεχῆ συνεδρίασιν θὰ γίνῃ συζήτησις μακρὰ καὶ πολυήμερος, ὡς ἀναμένεται ὑπὸ πάντων τῶν κύκλων.: [166, 2359, 315, 2411]
lessons-heading: ΜΗ ΧΑΝΕΤΕ ΤΟΝ ΚΑΙΡΟΝ ΣΑΣ: [23, 616, 149, 638]
article-text: ἐν τῷ μεταξὺ δὲ ἡ Κυβέρνησις ἀπεφάσισε νὰ καταθέσῃ εἰς τὴν Βουλὴν τὰ σχετικὰ νομοσχέδια, ἐν ὧν κατὰ τὴν προσεχῆ συνεδρίασιν θὰ γίνῃ συζήτησις μακρὰ καὶ πολυήμερος, ὡς ἀναμένεται ὑπὸ πάντων τῶν κύκλων.: [671, 374, 858, 418]
vitalis-heading-2: ΤΟΥ κ. ΒΙΤΑΛΗ: [896, 532, 1025, 551]
article-text: Ἐμπιστευτικὸν τηλεγράφημα τοῦ μουτεσαρίφου Γκερὰκ Μουσταφᾶ Βέη, ἀδελφοῦ τοῦ Ἠλὶ Σαμπρῆ.: [866, 1197, 1055, 1214]
dateline: ΒΟΛΟΣ, 28 Μαΐου.: [481, 1129, 554, 1138]
lab-doctor: Δ. Π. Δημητριάδου: [357, 713, 432, 722]
ad-text: ἐν τῷ μεταξὺ δὲ ἡ Κυβέρνησις ἀπεφάσισε νὰ καταθέσῃ εἰς τὴν Βουλὴν τὰ σχετικὰ νομοσχέδια, ἐν ὧν κατὰ τὴν προσεχῆ συνεδρίασιν θὰ γίνῃ συζήτησις μακρὰ καὶ πολυήμερος, ὡς ἀναμένεται ὑπὸ πάντων τῶν κύκλων.: [323, 1139, 467, 1192]
article-text: ἐν τῷ μεταξὺ δὲ ἡ Κυβέρνησις ἀπεφάσισε νὰ καταθέσῃ εἰς τὴν Βουλὴν τὰ σχετικὰ νομοσχέδια, ἐν ὧν κατὰ τὴν προσεχῆ συνεδρίασιν θὰ γίνῃ συζήτησις μακρὰ καὶ πολυήμερος, ὡς ἀναμένεται ὑπὸ πάντων τῶν κύκλων.: [481, 1260, 663, 1303]
story-text: ἐν τῷ μεταξὺ δὲ ἡ Κυβέρνησις ἀπεφάσισε νὰ καταθέσῃ εἰς τὴν Βουλὴν τὰ σχετικὰ νομοσχέδια, ἐν ὧν κατὰ τὴν προσεχῆ συνεδρίασιν θὰ γίνῃ συζήτησις μακρὰ καὶ πολυήμερος, ὡς ἀναμένεται ὑπὸ πάντων τῶν κύκλων.: [166, 1466, 315, 1518]
divider: [866, 507, 1055, 509]
story-text: ἐν τῷ μεταξὺ δὲ ἡ Κυβέρνησις ἀπεφάσισε νὰ καταθέσῃ εἰς τὴν Βουλὴν τὰ σχετικὰ νομοσχέδια, ἐν ὧν κατὰ τὴν προσεχῆ συνεδρίασιν θὰ γίνῃ συζήτησις μακρὰ καὶ πολυήμερος, ὡς ἀναμένεται ὑπὸ πάντων τῶν κύκλων.: [166, 1084, 315, 1136]
article-text: ἐν τῷ μεταξὺ δὲ ἡ Κυβέρνησις ἀπεφάσισε νὰ καταθέσῃ εἰς τὴν Βουλὴν τὰ σχετικὰ νομοσχέδια, ἐν ὧν κατὰ τὴν προσεχῆ συνεδρίασιν θὰ γίνῃ συζήτησις μακρὰ καὶ πολυήμερος, ὡς ἀναμένεται ὑπὸ πάντων τῶν κύκλων.: [866, 209, 1055, 253]
story-text: ἐν τῷ μεταξὺ δὲ ἡ Κυβέρνησις ἀπεφάσισε νὰ καταθέσῃ εἰς τὴν Βουλὴν τὰ σχετικὰ νομοσχέδια, ἐν ὧν κατὰ τὴν προσεχῆ συνεδρίασιν θὰ γίνῃ συζήτησις μακρὰ καὶ πολυήμερος, ὡς ἀναμένεται ὑπὸ πάντων τῶν κύκλων.: [166, 2284, 315, 2337]
section-heading: ΚΟΙΝΩΝΙΚΑ: [323, 45, 467, 60]
article-text: ἐν τῷ μεταξὺ δὲ ἡ Κυβέρνησις ἀπεφάσισε νὰ καταθέσῃ εἰς τὴν Βουλὴν τὰ σχετικὰ νομοσχέδια, ἐν ὧν κατὰ τὴν προσεχῆ συνεδρίασιν θὰ γίνῃ συζήτησις μακρὰ καὶ πολυήμερος, ὡς ἀναμένεται ὑπὸ πάντων τῶν κύκλων.: [671, 1186, 858, 1229]
article-text: ἐν τῷ μεταξὺ δὲ ἡ Κυβέρνησις ἀπεφάσισε νὰ καταθέσῃ εἰς τὴν Βουλὴν τὰ σχετικὰ νομοσχέδια, ἐν ὧν κατὰ τὴν προσεχῆ συνεδρίασιν θὰ γίνῃ συζήτησις μακρὰ καὶ πολυήμερος, ὡς ἀναμένεται ὑπὸ πάντων τῶν κύκλων.: [481, 1424, 663, 1469]
article-text: ρίας ἑκατέρωθεν δὲ τὰ γραφεῖα τῆς Διευθύνσεως, ἡ ἱματιοθήκη, οἱ λουτῆρες, αἱ ἀποθῆκαι, τὸ ἰατρεῖον καὶ τὸ φαρμακεῖον. Εἰς τὸ πρῶτον πάτωμα κεῖνται τὰ δωμάτια τῶν ἀσθενῶν γυναικῶν μὲ 80 περίπου κλίνας.: [15, 178, 158, 230]
story-text: ἐν τῷ μεταξὺ δὲ ἡ Κυβέρνησις ἀπεφάσισε νὰ καταθέσῃ εἰς τὴν Βουλὴν τὰ σχετικὰ νομοσχέδια, ἐν ὧν κατὰ τὴν προσεχῆ συνεδρίασιν θὰ γίνῃ συζήτησις μακρὰ καὶ πολυήμερος, ὡς ἀναμένεται ὑπὸ πάντων τῶν κύκλων.: [166, 1793, 315, 1846]
story-text: — Τὸ θεωρῶ τιμήν μου, κυρία! εἶπα ἀσθενεστέρας εκθέσεις.: [166, 2339, 315, 2357]
lottery-price: ΜΙΑΝ ΔΡ. ΜΟΝΟΝ: [352, 505, 438, 517]
lottery-text: ἐν τῷ μεταξὺ δὲ ἡ Κυβέρνησις ἀπεφάσισε νὰ καταθέσῃ εἰς τὴν Βουλὴν τὰ σχετικὰ νομοσχέδια, ἐν ὧν κατὰ τὴν προσεχῆ συνεδρίασιν θὰ γίνῃ συζήτησις μακρὰ καὶ πολυήμερος, ὡς ἀναμένεται ὑπὸ πάντων τῶν κύκλων.: [327, 599, 463, 660]
story-text: ἐν τῷ μεταξὺ δὲ ἡ Κυβέρνησις ἀπεφάσισε νὰ καταθέσῃ εἰς τὴν Βουλὴν τὰ σχετικὰ νομοσχέδια, ἐν ὧν κατὰ τὴν προσεχῆ συνεδρίασιν θὰ γίνῃ συζήτησις μακρὰ καὶ πολυήμερος, ὡς ἀναμένεται ὑπὸ πάντων τῶν κύκλων.: [166, 647, 315, 700]
story-text: ἐν τῷ μεταξὺ δὲ ἡ Κυβέρνησις ἀπεφάσισε νὰ καταθέσῃ εἰς τὴν Βουλὴν τὰ σχετικὰ νομοσχέδια, ἐν ὧν κατὰ τὴν προσεχῆ συνεδρίασιν θὰ γίνῃ συζήτησις μακρὰ καὶ πολυήμερος, ὡς ἀναμένεται ὑπὸ πάντων τῶν κύκλων.: [166, 811, 315, 864]
article-text: ἐν τῷ μεταξὺ δὲ ἡ Κυβέρνησις ἀπεφάσισε νὰ καταθέσῃ εἰς τὴν Βουλὴν τὰ σχετικὰ νομοσχέδια, ἐν ὧν κατὰ τὴν προσεχῆ συνεδρίασιν θὰ γίνῃ συζήτησις μακρὰ καὶ πολυήμερος, ὡς ἀναμένεται ὑπὸ πάντων τῶν κύκλων.: [481, 397, 663, 441]
politics-sub: ΤΗΣ ΑΝΤΙΠΟΛΙΤΕΥΣΕΩΣ: [720, 999, 809, 1007]
story-text: ἐν τῷ μεταξὺ δὲ ἡ Κυβέρνησις ἀπεφάσισε νὰ καταθέσῃ εἰς τὴν Βουλὴν τὰ σχετικὰ νομοσχέδια, ἐν ὧν κατὰ τὴν προσεχῆ συνεδρίασιν θὰ γίνῃ συζήτησις μακρὰ καὶ πολυήμερος, ὡς ἀναμένεται ὑπὸ πάντων τῶν κύκλων.: [166, 2175, 315, 2228]
article-text: Ἡ Ἐκκλησία διέρχεται δεινοτάτην, πραγματικὴν κρίσιν, προβάλλεται δὲ τὸ ἐρώτημα, αὐτοματικῶς σχεδόν, τί θὰ πράξῃ τὸ Ἐκκλησιαστικὸν Κέντρον πρὸ τῆς δημιουργηθείσης αὐτῇ καταστάσεως.: [481, 223, 663, 258]
article-text: Τὸ Προεδρεῖον τῆς Βουλῆς ἐπεβίβασεν εἰς τὸν Ὑπουργὸν τῆς Δικαιοσύνης τὴν ἀπόφασιν τῆς Βουλῆς.: [866, 553, 1055, 579]
liker-sub: ΤΟ ΝΕΟΝ ΑΝΤΙΠΥΡΕΤΙΚΟΝ ΦΑΡΜΑΚΟΝ: [15, 866, 158, 874]
lottery-simple: ΑΠΛΟΥΣΤΑΤΑ: [358, 431, 432, 442]
chapter: Ζ'.: [234, 112, 247, 124]
lottery-ad: [323, 363, 467, 666]
article-text: ἐν τῷ μεταξὺ δὲ ἡ Κυβέρνησις ἀπεφάσισε νὰ καταθέσῃ εἰς τὴν Βουλὴν τὰ σχετικὰ νομοσχέδια, ἐν ὧν κατὰ τὴν προσεχῆ συνεδρίασιν θὰ γίνῃ συζήτησις μακρὰ καὶ πολυήμερος, ὡς ἀναμένεται ὑπὸ πάντων τῶν κύκλων.: [15, 287, 158, 339]
dateline: ΚΩΝ)ΠΟΛΙΣ, 26 Μαΐου.: [481, 212, 574, 220]
story-text: ἐν τῷ μεταξὺ δὲ ἡ Κυβέρνησις ἀπεφάσισε νὰ καταθέσῃ εἰς τὴν Βουλὴν τὰ σχετικὰ νομοσχέδια, ἐν ὧν κατὰ τὴν προσεχῆ συνεδρίασιν θὰ γίνῃ συζήτησις μακρὰ καὶ πολυήμερος, ὡς ἀναμένεται ὑπὸ πάντων τῶν κύκλων.: [166, 191, 315, 244]
notice-text: Ὁ κ. Δημήτριος Α. Θεοδωρίδης ἰατρὸς Γυναικολόγος-Μαιευτὴρ (ὁδὸς Γ' Σεπτεμβρίου ἀρ. 30) ἐξακολουθεῖ αὐτοπροσώπως ἐκτελῶν τὰ ἀσθενῶν, καθ' ἑκάστην ἀπὸ 3 - 5 μ. μ.: [15, 1008, 158, 1061]
divider: [15, 816, 158, 817]
kurdistan-heading-2: ΑΝΗΣΥΧΗΤΙΚΗ Η ΚΑΤΑΣΤΑΣΙΣ: [883, 1149, 1038, 1162]
lottery-line: — ΕΓΙΝΕ ΑΠΟ ΠΤΩΧΟΣ ΠΛΟΥΣΙΟΣ: [327, 444, 456, 452]
divider: [166, 2535, 315, 2537]
article-text: Μετὰ τὴν ἄφιξιν τῆς Βασιλίσσης ἐψάλη ὑπὸ τοῦ Σεβ. Μητροπολίτου ἁγιασμός, μεθ' ὃ ἐν τῷ συμβουλίῳ τοῦ νέου ἱδρύματος κ. Σκοῦζε παρεκάλεσε τὴν Α. Μ. νὰ κηρύξῃ τὴν ἔναρξιν τῆς λειτουργίας.: [15, 353, 158, 405]
column-divider: [474, 41, 475, 1524]
article-text: ἐν τῷ μεταξὺ δὲ ἡ Κυβέρνησις ἀπεφάσισε νὰ καταθέσῃ εἰς τὴν Βουλὴν τὰ σχετικὰ νομοσχέδια, ἐν ὧν κατὰ τὴν προσεχῆ συνεδρίασιν θὰ γίνῃ συζήτησις μακρὰ καὶ πολυήμερος, ὡς ἀναμένεται ὑπὸ πάντων τῶν κύκλων.: [481, 1032, 663, 1076]
article-text: ἐν τῷ μεταξὺ δὲ ἡ Κυβέρνησις ἀπεφάσισε νὰ καταθέσῃ εἰς τὴν Βουλὴν τὰ σχετικὰ νομοσχέδια, ἐν ὧν κατὰ τὴν προσεχῆ συνεδρίασιν θὰ γίνῃ συζήτησις μακρὰ καὶ πολυήμερος, ὡς ἀναμένεται ὑπὸ πάντων τῶν κύκλων.: [866, 757, 1055, 800]
article-text: ἐν τῷ μεταξὺ δὲ ἡ Κυβέρνησις ἀπεφάσισε νὰ καταθέσῃ εἰς τὴν Βουλὴν τὰ σχετικὰ νομοσχέδια, ἐν ὧν κατὰ τὴν προσεχῆ συνεδρίασιν θὰ γίνῃ συζήτησις μακρὰ καὶ πολυήμερος, ὡς ἀναμένεται ὑπὸ πάντων τῶν κύκλων.: [15, 1063, 158, 1116]
subheading: Ὁ ἐγκαινιός: [62, 342, 111, 351]
syphilis-sub: ΣΚΕΦΘΗΤΕ: [368, 1127, 422, 1137]
article-text: ἐν τῷ μεταξὺ δὲ ἡ Κυβέρνησις ἀπεφάσισε νὰ καταθέσῃ εἰς τὴν Βουλὴν τὰ σχετικὰ νομοσχέδια, ἐν ὧν κατὰ τὴν προσεχῆ συνεδρίασιν θὰ γίνῃ συζήτησις μακρὰ καὶ πολυήμερος, ὡς ἀναμένεται ὑπὸ πάντων τῶν κύκλων.: [481, 351, 663, 395]
divider: [866, 349, 1055, 351]
subheading: Η ΠΡΟΤΑΣΙΣ ΑΥΤΩΝ: [728, 1370, 801, 1378]
article-text: ἐν τῷ μεταξὺ δὲ ἡ Κυβέρνησις ἀπεφάσισε νὰ καταθέσῃ εἰς τὴν Βουλὴν τὰ σχετικὰ νομοσχέδια, ἐν ὧν κατὰ τὴν προσεχῆ συνεδρίασιν θὰ γίνῃ συζήτησις μακρὰ καὶ πολυήμερος, ὡς ἀναμένεται ὑπὸ πάντων τῶν κύκλων.: [866, 626, 1055, 670]
lab-heading: ΜΙΚΡΟΒΙΟΛΟΓΙΚΟΝ: [347, 673, 442, 683]
lottery-sub: ΓΙΝΕΤΑΙ ΜΕΓΑΣ ΕΥΕΡΓΕΤΗΣ: [339, 400, 450, 408]
story-text: ἐν τῷ μεταξὺ δὲ ἡ Κυβέρνησις ἀπεφάσισε νὰ καταθέσῃ εἰς τὴν Βουλὴν τὰ σχετικὰ νομοσχέδια, ἐν ὧν κατὰ τὴν προσεχῆ συνεδρίασιν θὰ γίνῃ συζήτησις μακρὰ καὶ πολυήμερος, ὡς ἀναμένεται ὑπὸ πάντων τῶν κύκλων.: [166, 1902, 315, 1955]
lottery-line: — ΑΠΟ ΑΓΝΩΣΤΟΣ — ΓΝΩΣΤΟΤΑΤΟΣ: [327, 461, 463, 478]
masthead: [0, 0, 1071, 41]
story-text: ἐν τῷ μεταξὺ δὲ ἡ Κυβέρνησις ἀπεφάσισε νὰ καταθέσῃ εἰς τὴν Βουλὴν τὰ σχετικὰ νομοσχέδια, ἐν ὧν κατὰ τὴν προσεχῆ συνεδρίασιν θὰ γίνῃ συζήτησις μακρὰ καὶ πολυήμερος, ὡς ἀναμένεται ὑπὸ πάντων τῶν κύκλων.: [166, 757, 315, 809]
article-text: ἐν τῷ μεταξὺ δὲ ἡ Κυβέρνησις ἀπεφάσισε νὰ καταθέσῃ εἰς τὴν Βουλὴν τὰ σχετικὰ νομοσχέδια, ἐν ὧν κατὰ τὴν προσεχῆ συνεδρίασιν θὰ γίνῃ συζήτησις μακρὰ καὶ πολυήμερος, ὡς ἀναμένεται ὑπὸ πάντων τῶν κύκλων.: [481, 1168, 663, 1212]
lottery-text: ἐν τῷ μεταξὺ δὲ ἡ Κυβέρνησις ἀπεφάσισε νὰ καταθέσῃ εἰς τὴν Βουλὴν τὰ σχετικὰ νομοσχέδια, ἐν ὧν κατὰ τὴν προσεχῆ συνεδρίασιν θὰ γίνῃ συζήτησις μακρὰ καὶ πολυήμερος, ὡς ἀναμένεται ὑπὸ πάντων τῶν κύκλων.: [327, 519, 463, 580]
article-text: ἐν τῷ μεταξὺ δὲ ἡ Κυβέρνησις ἀπεφάσισε νὰ καταθέσῃ εἰς τὴν Βουλὴν τὰ σχετικὰ νομοσχέδια, ἐν ὧν κατὰ τὴν προσεχῆ συνεδρίασιν θὰ γίνῃ συζήτησις μακρὰ καὶ πολυήμερος, ὡς ἀναμένεται ὑπὸ πάντων τῶν κύκλων.: [481, 848, 663, 893]
article-text: ἐν τῷ μεταξὺ δὲ ἡ Κυβέρνησις ἀπεφάσισε νὰ καταθέσῃ εἰς τὴν Βουλὴν τὰ σχετικὰ νομοσχέδια, ἐν ὧν κατὰ τὴν προσεχῆ συνεδρίασιν θὰ γίνῃ συζήτησις μακρὰ καὶ πολυήμερος, ὡς ἀναμένεται ὑπὸ πάντων τῶν κύκλων.: [671, 780, 858, 824]
social-text: Ὁ κ. Δημήτριος Α. Γκίων μετὰ ἐξετάσεις εὐδοκίμους ἐνώπιον τῆς Νομικῆς τοῦ Πανεπιστημίου Σχολῆς, ἀνηγορεύθη διδάκτωρ.: [323, 62, 467, 98]
politics-box: [684, 882, 845, 941]
article-text: ἐν τῷ μεταξὺ δὲ ἡ Κυβέρνησις ἀπεφάσισε νὰ καταθέσῃ εἰς τὴν Βουλὴν τὰ σχετικὰ νομοσχέδια, ἐν ὧν κατὰ τὴν προσεχῆ συνεδρίασιν θὰ γίνῃ συζήτησις μακρὰ καὶ πολυήμερος, ὡς ἀναμένεται ὑπὸ πάντων τῶν κύκλων.: [671, 466, 858, 509]
liker-name: „ΛΙΚΕΡ ΑΡΝΟΥ“: [23, 845, 149, 864]
divider: [15, 988, 158, 990]
story-text: ἐν τῷ μεταξὺ δὲ ἡ Κυβέρνησις ἀπεφάσισε νὰ καταθέσῃ εἰς τὴν Βουλὴν τὰ σχετικὰ νομοσχέδια, ἐν ὧν κατὰ τὴν προσεχῆ συνεδρίασιν θὰ γίνῃ συζήτησις μακρὰ καὶ πολυήμερος, ὡς ἀναμένεται ὑπὸ πάντων τῶν κύκλων.: [166, 2413, 315, 2466]
article-text: ἐν τῷ μεταξὺ δὲ ἡ Κυβέρνησις ἀπεφάσισε νὰ καταθέσῃ εἰς τὴν Βουλὴν τὰ σχετικὰ νομοσχέδια, ἐν ὧν κατὰ τὴν προσεχῆ συνεδρίασιν θὰ γίνῃ συζήτησις μακρὰ καὶ πολυήμερος, ὡς ἀναμένεται ὑπὸ πάντων τῶν κύκλων.: [866, 301, 1055, 345]
story-text: ἐν τῷ μεταξὺ δὲ ἡ Κυβέρνησις ἀπεφάσισε νὰ καταθέσῃ εἰς τὴν Βουλὴν τὰ σχετικὰ νομοσχέδια, ἐν ὧν κατὰ τὴν προσεχῆ συνεδρίασιν θὰ γίνῃ συζήτησις μακρὰ καὶ πολυήμερος, ὡς ἀναμένεται ὑπὸ πάντων τῶν κύκλων.: [166, 1193, 315, 1246]
article-text: ἐν τῷ μεταξὺ δὲ ἡ Κυβέρνησις ἀπεφάσισε νὰ καταθέσῃ εἰς τὴν Βουλὴν τὰ σχετικὰ νομοσχέδια, ἐν ὧν κατὰ τὴν προσεχῆ συνεδρίασιν θὰ γίνῃ συζήτησις μακρὰ καὶ πολυήμερος, ὡς ἀναμένεται ὑπὸ πάντων τῶν κύκλων.: [866, 118, 1055, 161]
story-text: ἐν τῷ μεταξὺ δὲ ἡ Κυβέρνησις ἀπεφάσισε νὰ καταθέσῃ εἰς τὴν Βουλὴν τὰ σχετικὰ νομοσχέδια, ἐν ὧν κατὰ τὴν προσεχῆ συνεδρίασιν θὰ γίνῃ συζήτησις μακρὰ καὶ πολυήμερος, ὡς ἀναμένεται ὑπὸ πάντων τῶν κύκλων.: [166, 2066, 315, 2119]
article-text: ἐν τῷ μεταξὺ δὲ ἡ Κυβέρνησις ἀπεφάσισε νὰ καταθέσῃ εἰς τὴν Βουλὴν τὰ σχετικὰ νομοσχέδια, ἐν ὧν κατὰ τὴν προσεχῆ συνεδρίασιν θὰ γίνῃ συζήτησις μακρὰ καὶ πολυήμερος, ὡς ἀναμένεται ὑπὸ πάντων τῶν κύκλων.: [671, 1277, 858, 1321]
article-text: ἐν τῷ μεταξὺ δὲ ἡ Κυβέρνησις ἀπεφάσισε νὰ καταθέσῃ εἰς τὴν Βουλὴν τὰ σχετικὰ νομοσχέδια, ἐν ὧν κατὰ τὴν προσεχῆ συνεδρίασιν θὰ γίνῃ συζήτησις μακρὰ καὶ πολυήμερος, ὡς ἀναμένεται ὑπὸ πάντων τῶν κύκλων.: [481, 260, 663, 303]
classified-ad: Ἀσπουνίς μὲ καλὰς συστάσεις γνωρίζουσα τὴν ραπτικήν ζητεῖ οἰκίαν, δυναμένη νὰ εκτελῇ καὶ χρέη εἰσοικίας.: [166, 2541, 315, 2575]
article-text: ἐν τῷ μεταξὺ δὲ ἡ Κυβέρνησις ἀπεφάσισε νὰ καταθέσῃ εἰς τὴν Βουλὴν τὰ σχετικὰ νομοσχέδια, ἐν ὧν κατὰ τὴν προσεχῆ συνεδρίασιν θὰ γίνῃ συζήτησις μακρὰ καὶ πολυήμερος, ὡς ἀναμένεται ὑπὸ πάντων τῶν κύκλων.: [671, 1425, 858, 1469]
story-text: ἐν τῷ μεταξὺ δὲ ἡ Κυβέρνησις ἀπεφάσισε νὰ καταθέσῃ εἰς τὴν Βουλὴν τὰ σχετικὰ νομοσχέδια, ἐν ὧν κατὰ τὴν προσεχῆ συνεδρίασιν θὰ γίνῃ συζήτησις μακρὰ καὶ πολυήμερος, ὡς ἀναμένεται ὑπὸ πάντων τῶν κύκλων.: [166, 2121, 315, 2173]
sultan-heading-2: ΑΙ ΘΛΙΨΕΙΣ ΚΑΙ ΑΓΩΝΙΑΙ ΤΟΥ: [890, 694, 1031, 705]
column-4: [481, 41, 663, 1560]
article-text: ἐν τῷ μεταξὺ δὲ ἡ Κυβέρνησις ἀπεφάσισε νὰ καταθέσῃ εἰς τὴν Βουλὴν τὰ σχετικὰ νομοσχέδια, ἐν ὧν κατὰ τὴν προσεχῆ συνεδρίασιν θὰ γίνῃ συζήτησις μακρὰ καὶ πολυήμερος, ὡς ἀναμένεται ὑπὸ πάντων τῶν κύκλων.: [481, 803, 663, 846]
article-text: ἐν τῷ μεταξὺ δὲ ἡ Κυβέρνησις ἀπεφάσισε νὰ καταθέσῃ εἰς τὴν Βουλὴν τὰ σχετικὰ νομοσχέδια, ἐν ὧν κατὰ τὴν προσεχῆ συνεδρίασιν θὰ γίνῃ συζήτησις μακρὰ καὶ πολυήμερος, ὡς ἀναμένεται ὑπὸ πάντων τῶν κύκλων.: [866, 848, 1055, 892]
divider: [481, 1081, 663, 1083]
article-text: ἐν τῷ μεταξὺ δὲ ἡ Κυβέρνησις ἀπεφάσισε νὰ καταθέσῃ εἰς τὴν Βουλὴν τὰ σχετικὰ νομοσχέδια, ἐν ὧν κατὰ τὴν προσεχῆ συνεδρίασιν θὰ γίνῃ συζήτησις μακρὰ καὶ πολυήμερος, ὡς ἀναμένεται ὑπὸ πάντων τῶν κύκλων.: [481, 488, 663, 533]
article-text: Εἰς τὸ Βελεστῖνον καὶ πρὸ τοῦ ἡρώου Βελεστίνου ἐτελέσθη σήμερον μνημόσυνον ὑπὲρ τῶν πεσόντων κατὰ τὸν πόλεμον τοῦ 1897.: [481, 1140, 663, 1166]
lottery-heading: ΟΠΟΥ Ο ΧΡΟΝΗΣ: [338, 369, 452, 384]
article-text: ἐν τῷ μεταξὺ δὲ ἡ Κυβέρνησις ἀπεφάσισε νὰ καταθέσῃ εἰς τὴν Βουλὴν τὰ σχετικὰ νομοσχέδια, ἐν ὧν κατὰ τὴν προσεχῆ συνεδρίασιν θὰ γίνῃ συζήτησις μακρὰ καὶ πολυήμερος, ὡς ἀναμένεται ὑπὸ πάντων τῶν κύκλων.: [481, 443, 663, 486]
school-address: 14 — ὁδὸς Ἀθηνᾶς 14 —: [44, 695, 129, 704]
divider: [323, 1049, 467, 1050]
sponge-heading: Η ΣΠΟΓΓΑΛΙΕΙΑ: [516, 1358, 627, 1376]
syphilis-heading: ΣΥΦΙΛΙΔΙΚΟΙ: [350, 1054, 440, 1071]
article-text: Κατὰ πληροφορίας γνωσθείσας καὶ εἰς Πειραιᾶ ὁ ἐν Ρουμανίᾳ ἐδρεύων μέγας ἀρματιστικὸς οἶκος Σταθάτου.: [866, 385, 1055, 411]
language: ΑΓΓΛΙΚΑ: [42, 659, 86, 670]
liker-heading: ΚΑΤΩ ΟΙ ΕΛΩΔΕΙΣ ΠΥΡΕΤΟΙ: [37, 820, 136, 842]
story-text: ἐν τῷ μεταξὺ δὲ ἡ Κυβέρνησις ἀπεφάσισε νὰ καταθέσῃ εἰς τὴν Βουλὴν τὰ σχετικὰ νομοσχέδια, ἐν ὧν κατὰ τὴν προσεχῆ συνεδρίασιν θὰ γίνῃ συζήτησις μακρὰ καὶ πολυήμερος, ὡς ἀναμένεται ὑπὸ πάντων τῶν κύκλων.: [166, 1029, 315, 1082]
ad-text: ἐν τῷ μεταξὺ δὲ ἡ Κυβέρνησις ἀπεφάσισε νὰ καταθέσῃ εἰς τὴν Βουλὴν τὰ σχετικὰ νομοσχέδια, ἐν ὧν κατὰ τὴν προσεχῆ συνεδρίασιν θὰ γίνῃ συζήτησις μακρὰ καὶ πολυήμερος, ὡς ἀναμένεται ὑπὸ πάντων τῶν κύκλων.: [323, 912, 467, 965]
article-text: Κατ' ἀκολουθίαν τῆς ἀπαιτήσεως ταύτης τῆς Ν. Πόλης συνεκλήθη χθὲς εἰς τὰ Πατριαρχεῖα ἔκτακτος σύνοδος τῶν Ἀρχιερέων.: [481, 775, 663, 801]
article-text: ἐν τῷ μεταξὺ δὲ ἡ Κυβέρνησις ἀπεφάσισε νὰ καταθέσῃ εἰς τὴν Βουλὴν τὰ σχετικὰ νομοσχέδια, ἐν ὧν κατὰ τὴν προσεχῆ συνεδρίασιν θὰ γίνῃ συζήτησις μακρὰ καὶ πολυήμερος, ὡς ἀναμένεται ὑπὸ πάντων τῶν κύκλων.: [671, 557, 858, 601]
article-text: ἐν τῷ μεταξὺ δὲ ἡ Κυβέρνησις ἀπεφάσισε νὰ καταθέσῃ εἰς τὴν Βουλὴν τὰ σχετικὰ νομοσχέδια, ἐν ὧν κατὰ τὴν προσεχῆ συνεδρίασιν θὰ γίνῃ συζήτησις μακρὰ καὶ πολυήμερος, ὡς ἀναμένεται ὑπὸ πάντων τῶν κύκλων.: [15, 232, 158, 285]
article-text: ἐν τῷ μεταξὺ δὲ ἡ Κυβέρνησις ἀπεφάσισε νὰ καταθέσῃ εἰς τὴν Βουλὴν τὰ σχετικὰ νομοσχέδια, ἐν ὧν κατὰ τὴν προσεχῆ συνεδρίασιν θὰ γίνῃ συζήτησις μακρὰ καὶ πολυήμερος, ὡς ἀναμένεται ὑπὸ πάντων τῶν κύκλων.: [481, 895, 663, 938]
article-text: ἐν τῷ μεταξὺ δὲ ἡ Κυβέρνησις ἀπεφάσισε νὰ καταθέσῃ εἰς τὴν Βουλὴν τὰ σχετικὰ νομοσχέδια, ἐν ὧν κατὰ τὴν προσεχῆ συνεδρίασιν θὰ γίνῃ συζήτησις μακρὰ καὶ πολυήμερος, ὡς ἀναμένεται ὑπὸ πάντων τῶν κύκλων.: [15, 704, 158, 756]
vitalis-heading: Η ΚΑΤΑΔΙΩΞΙΣ: [904, 511, 1017, 530]
lottery-spent: ΕΞΟΔΕΥΣΑΣ: [369, 492, 420, 502]
article-text: ἐν τῷ μεταξὺ δὲ ἡ Κυβέρνησις ἀπεφάσισε νὰ καταθέσῃ εἰς τὴν Βουλὴν τὰ σχετικὰ νομοσχέδια, ἐν ὧν κατὰ τὴν προσεχῆ συνεδρίασιν θὰ γίνῃ συζήτησις μακρὰ καὶ πολυήμερος, ὡς ἀναμένεται ὑπὸ πάντων τῶν κύκλων.: [671, 734, 858, 778]
politics-sub: Η ΣΗΜΕΡΙΝΗ ΣΥΝΕΔΡΙΑΣΙΣ: [695, 944, 834, 955]
article-text: Ἀλλὰ τὸ λυπηρόν, λυπηρότατον καὶ ἐμβάλλον εἰς ἀληθινὰς σκέψεις εἶνε ὅτι, παρ' ὅλας τὰς δυσχερείας, ἐν τῷ Πατριαρχείῳ ὑφίστανται ἔριδες.: [671, 614, 858, 640]
article-text: ἐν τῷ μεταξὺ δὲ ἡ Κυβέρνησις ἀπεφάσισε νὰ καταθέσῃ εἰς τὴν Βουλὴν τὰ σχετικὰ νομοσχέδια, ἐν ὧν κατὰ τὴν προσεχῆ συνεδρίασιν θὰ γίνῃ συζήτησις μακρὰ καὶ πολυήμερος, ὡς ἀναμένεται ὑπὸ πάντων τῶν κύκλων.: [866, 1032, 1055, 1075]
correspondent: (ΤΟΥ ΑΝΤΑΠΟΚΡΙΤΟΥ ΜΑΣ): [911, 708, 1010, 716]
newspaper-title: ΕΜΠΡΟΣ: [471, 3, 600, 25]
lab-text: ἐν τῷ μεταξὺ δὲ ἡ Κυβέρνησις ἀπεφάσισε νὰ καταθέσῃ εἰς τὴν Βουλὴν τὰ σχετικὰ νομοσχέδια, ἐν ὧν κατὰ τὴν προσεχῆ συνεδρίασιν θὰ γίνῃ συζήτησις μακρὰ καὶ πολυήμερος, ὡς ἀναμένεται ὑπὸ πάντων τῶν κύκλων.: [327, 722, 463, 783]
serial-title: Ο ΕΡΑΣΤΗΣ ΤΗΣ ΣΥΖΥΓΟΥ ΤΟΥ: [191, 59, 290, 87]
lottery-win: ΚΕΡΔΙΣΑΣ 100,000 ΔΡ.: [339, 386, 451, 397]
article-text: ἐν τῷ μεταξὺ δὲ ἡ Κυβέρνησις ἀπεφάσισε νὰ καταθέσῃ εἰς τὴν Βουλὴν τὰ σχετικὰ νομοσχέδια, ἐν ὧν κατὰ τὴν προσεχῆ συνεδρίασιν θὰ γίνῃ συζήτησις μακρὰ καὶ πολυήμερος, ὡς ἀναμένεται ὑπὸ πάντων τῶν κύκλων.: [866, 1077, 1055, 1121]
sultan-heading: Η ΑΣΘΕΝΕΙΑ ΤΟΥ ΣΟΥΛΤΑΝΟΥ: [887, 679, 1034, 691]
school-name: ECOLE INTERNATIONALE: [34, 686, 139, 695]
article-text: Συμφώνως τῇ προχθεσινῇ ἀποφάσει τῆς Βουλῆς, εἰς τὴν σημερινὴν Ἡμερησίαν Διάταξιν ἀναγράφονται πρῶτον τὰ ἀστυνομικὰ νομοσχέδια.: [671, 1008, 858, 1034]
notice-heading: ΔΗΛΩΣΙΣ: [60, 993, 113, 1007]
social-text: ἐν τῷ μεταξὺ δὲ ἡ Κυβέρνησις ἀπεφάσισε νὰ καταθέσῃ εἰς τὴν Βουλὴν τὰ σχετικὰ νομοσχέδια, ἐν ὧν κατὰ τὴν προσεχῆ συνεδρίασιν θὰ γίνῃ συζήτησις μακρὰ καὶ πολυήμερος, ὡς ἀναμένεται ὑπὸ πάντων τῶν κύκλων.: [323, 209, 467, 261]
article-text: ἐν τῷ μεταξὺ δὲ ἡ Κυβέρνησις ἀπεφάσισε νὰ καταθέσῃ εἰς τὴν Βουλὴν τὰ σχετικὰ νομοσχέδια, ἐν ὧν κατὰ τὴν προσεχῆ συνεδρίασιν θὰ γίνῃ συζήτησις μακρὰ καὶ πολυήμερος, ὡς ἀναμένεται ὑπὸ πάντων τῶν κύκλων.: [866, 986, 1055, 1030]
kurdistan-heading: ΤΑ ΕΝ ΚΟΥΡΔΙΣΤΑΝ: [890, 1130, 1031, 1147]
romania-heading-2: Ο ΟΙΚΟΣ ΣΤΑΘΑΤΟΥ: [886, 367, 1036, 383]
